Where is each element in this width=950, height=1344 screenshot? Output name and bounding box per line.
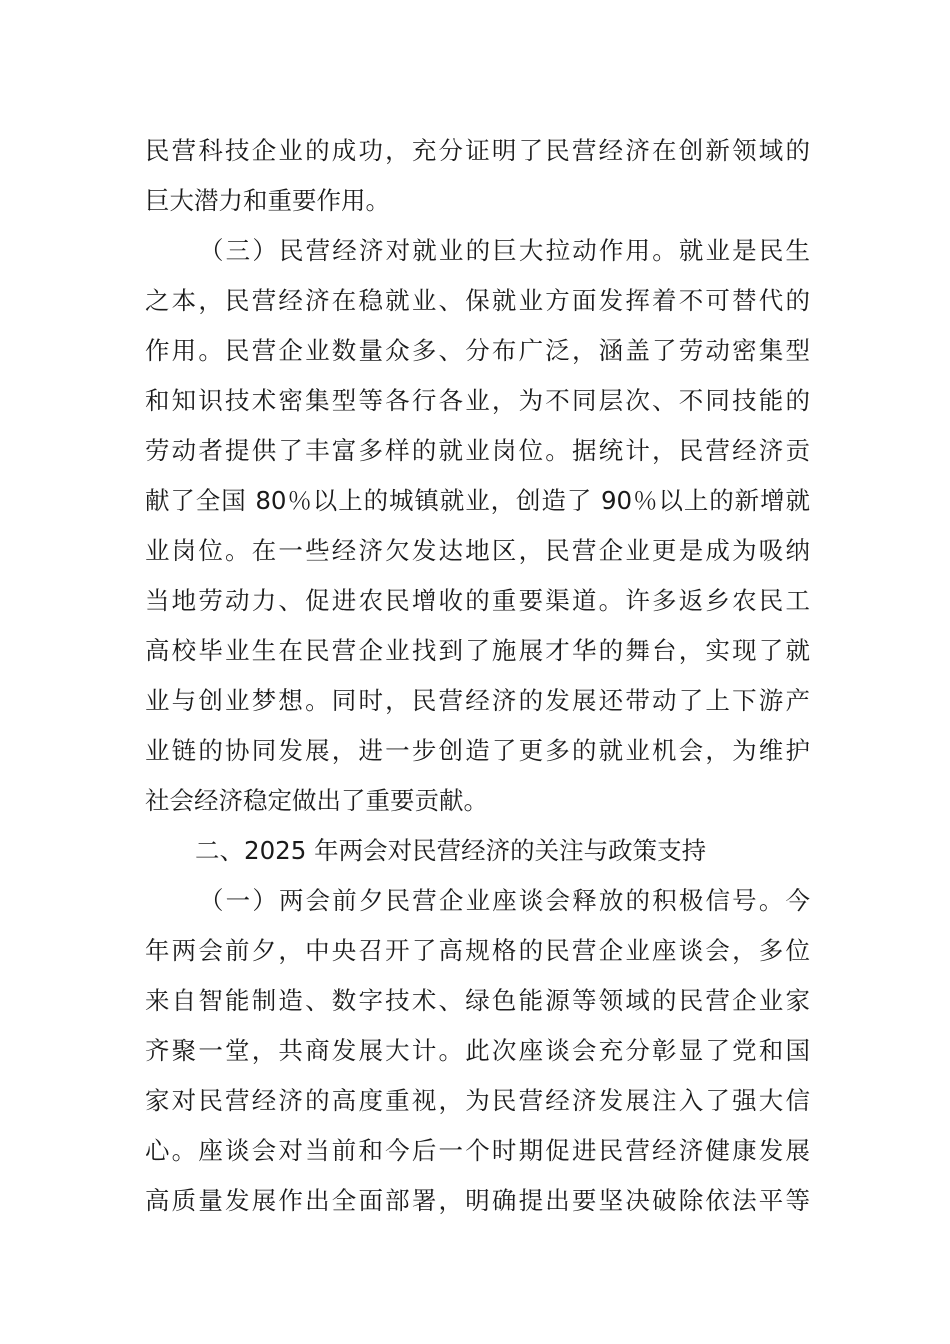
text-line: 作用。民营企业数量众多、分布广泛，涵盖了劳动密集型 xyxy=(145,336,810,365)
text-line: 业链的协同发展，进一步创造了更多的就业机会，为维护 xyxy=(145,736,810,765)
text-line: 业岗位。在一些经济欠发达地区，民营企业更是成为吸纳 xyxy=(145,536,810,565)
subsection-heading-line: （一）两会前夕民营企业座谈会释放的积极信号。今 xyxy=(199,886,810,915)
text-line: 业与创业梦想。同时，民营经济的发展还带动了上下游产 xyxy=(145,686,810,715)
text-line: 家对民营经济的高度重视，为民营经济发展注入了强大信 xyxy=(145,1086,810,1115)
text-line: 高校毕业生在民营企业找到了施展才华的舞台，实现了就 xyxy=(145,636,810,665)
text-line: 心。座谈会对当前和今后一个时期促进民营经济健康发展 xyxy=(145,1136,810,1165)
text-line: 劳动者提供了丰富多样的就业岗位。据统计，民营经济贡 xyxy=(145,436,810,465)
text-line: 当地劳动力、促进农民增收的重要渠道。许多返乡农民工 xyxy=(145,586,810,615)
text-line: 巨大潜力和重要作用。 xyxy=(145,186,390,215)
text-line: 献了全国 80％以上的城镇就业，创造了 90％以上的新增就 xyxy=(145,486,810,515)
subsection-heading-line: （三）民营经济对就业的巨大拉动作用。就业是民生 xyxy=(199,236,810,265)
text-line: 来自智能制造、数字技术、绿色能源等领域的民营企业家 xyxy=(145,986,810,1015)
text-line: 齐聚一堂，共商发展大计。此次座谈会充分彰显了党和国 xyxy=(145,1036,810,1065)
text-line: 和知识技术密集型等各行各业，为不同层次、不同技能的 xyxy=(145,386,810,415)
text-line: 年两会前夕，中央召开了高规格的民营企业座谈会，多位 xyxy=(145,936,810,965)
document-body xyxy=(145,126,810,1226)
text-line: 社会经济稳定做出了重要贡献。 xyxy=(145,786,488,815)
text-line: 民营科技企业的成功，充分证明了民营经济在创新领域的 xyxy=(145,136,810,165)
text-line: 高质量发展作出全面部署，明确提出要坚决破除依法平等 xyxy=(145,1186,810,1215)
section-heading: 二、2025 年两会对民营经济的关注与政策支持 xyxy=(195,836,707,865)
text-line: 之本，民营经济在稳就业、保就业方面发挥着不可替代的 xyxy=(145,286,810,315)
